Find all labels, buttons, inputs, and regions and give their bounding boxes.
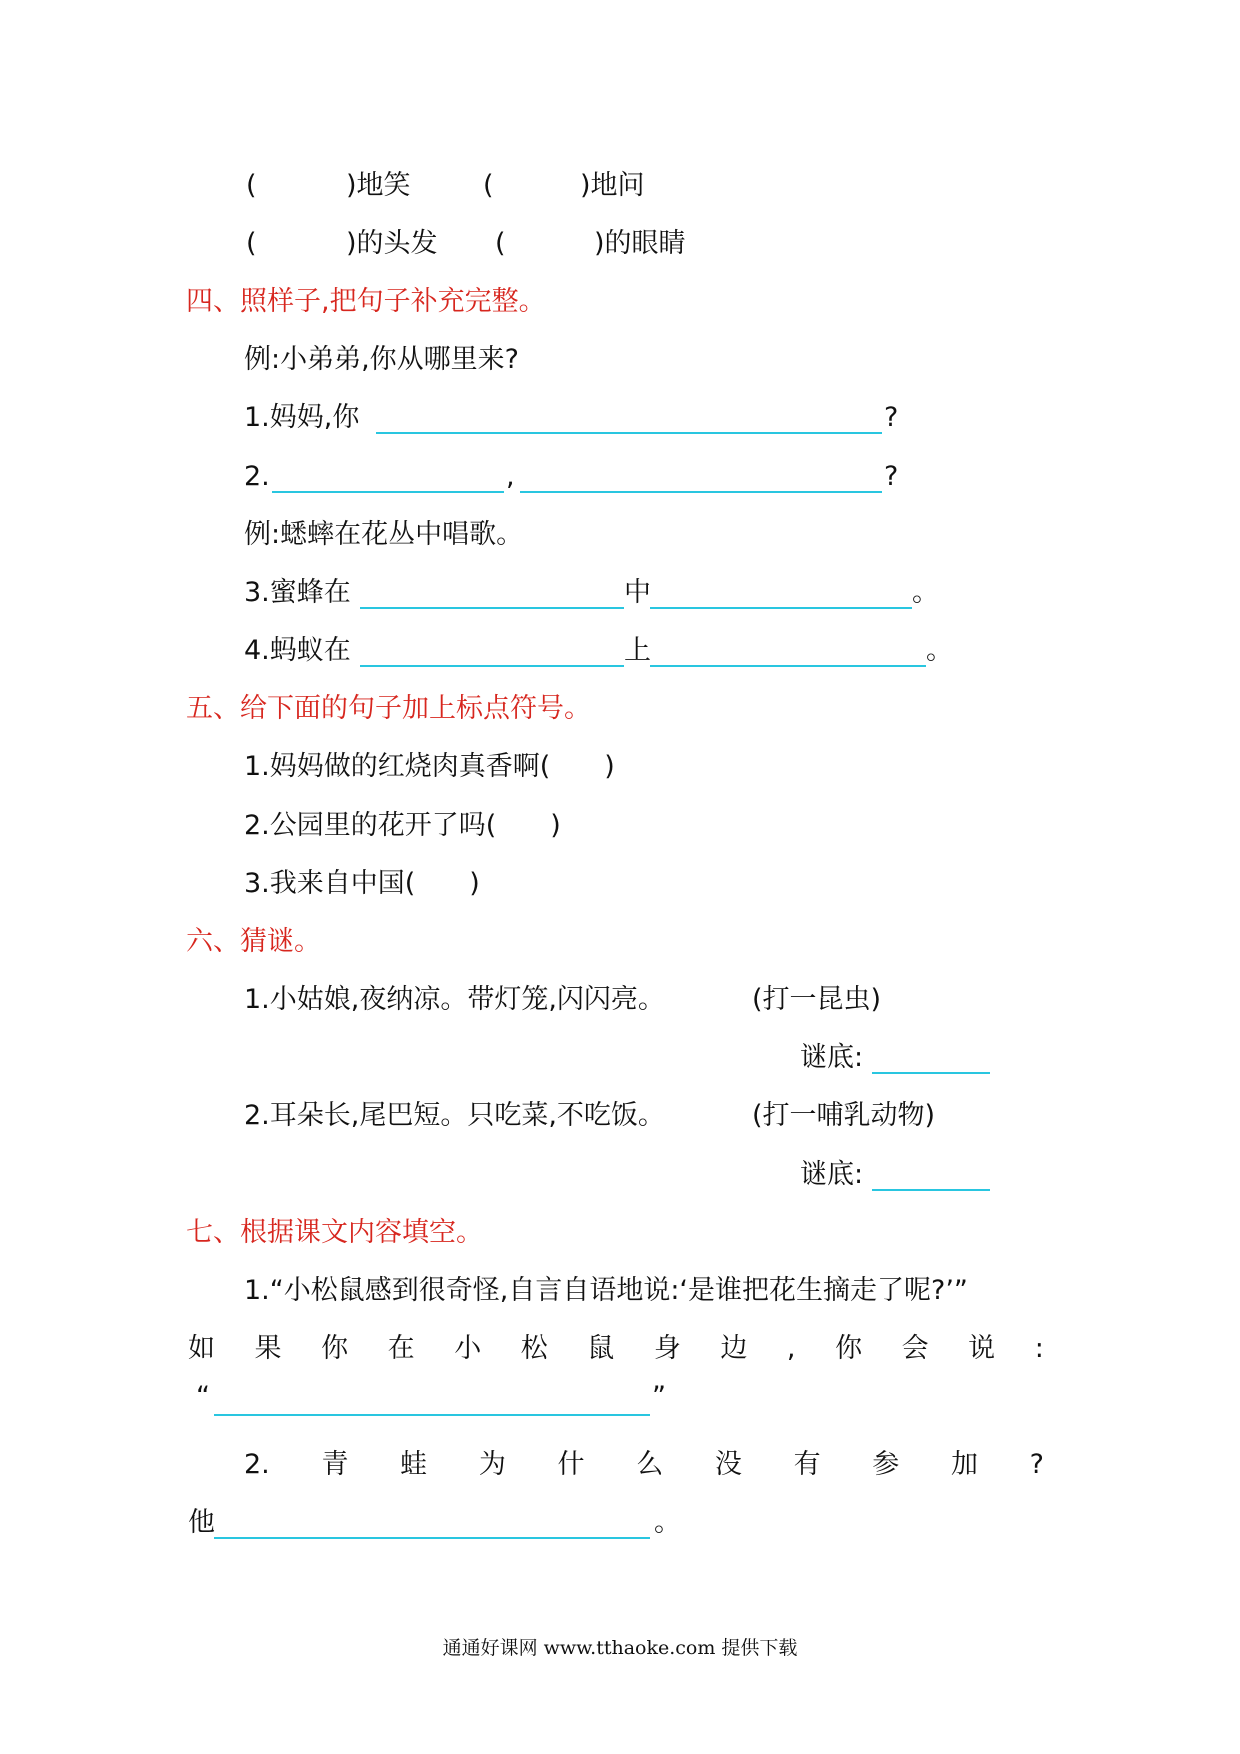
item1-blank[interactable] <box>376 432 882 434</box>
item1-suffix: ? <box>884 402 899 433</box>
fill-item1-blank[interactable] <box>214 1414 650 1416</box>
phrase-row2-a: )的头发 <box>346 228 438 259</box>
char: 在 <box>387 1333 415 1364</box>
answer-label-1: 谜底: <box>800 1042 864 1073</box>
answer-blank-2[interactable] <box>872 1189 990 1191</box>
item4-prefix: 4.蚂蚁在 <box>244 635 351 666</box>
open-quote: “ <box>196 1381 210 1412</box>
char: 蛙 <box>400 1449 428 1480</box>
fill-item2-line1 <box>244 1445 1044 1485</box>
char: 2. <box>244 1449 270 1480</box>
char: 你 <box>321 1333 349 1364</box>
char: 什 <box>557 1449 585 1480</box>
char: 加 <box>950 1449 978 1480</box>
item3-suffix: 。 <box>912 577 939 608</box>
char: : <box>1034 1333 1044 1364</box>
fill-item1-line1: 1.“小松鼠感到很奇怪,自言自语地说:‘是谁把花生摘走了呢?’” <box>244 1275 968 1306</box>
char: 边 <box>720 1333 748 1364</box>
item3-blank-b[interactable] <box>650 607 912 609</box>
char: 鼠 <box>587 1333 615 1364</box>
item2-suffix: ? <box>884 461 899 492</box>
char: 为 <box>478 1449 506 1480</box>
riddle2-hint: (打一哺乳动物) <box>752 1100 936 1131</box>
item4-blank-a[interactable] <box>360 665 624 667</box>
char: 么 <box>636 1449 664 1480</box>
item2-prefix: 2. <box>244 461 270 492</box>
char: 身 <box>653 1333 681 1364</box>
char: 参 <box>872 1449 900 1480</box>
section4-heading: 四、照样子,把句子补充完整。 <box>186 286 546 317</box>
char: 会 <box>901 1333 929 1364</box>
char: 说 <box>968 1333 996 1364</box>
riddle1: 1.小姑娘,夜纳凉。带灯笼,闪闪亮。 <box>244 984 665 1015</box>
char: 青 <box>321 1449 349 1480</box>
char: , <box>786 1333 796 1364</box>
paren-open-2b: ( <box>495 228 506 259</box>
char: 没 <box>714 1449 742 1480</box>
item4-mid: 上 <box>624 635 651 666</box>
item1-prefix: 1.妈妈,你 <box>244 402 360 433</box>
char: 如 <box>188 1333 215 1364</box>
paren-open-2a: ( <box>246 228 257 259</box>
item3-mid: 中 <box>624 577 651 608</box>
char: 你 <box>835 1333 863 1364</box>
item2-blank-b[interactable] <box>520 491 882 493</box>
section5-heading: 五、给下面的句子加上标点符号。 <box>186 693 591 724</box>
phrase-row1-b: )地问 <box>580 170 645 201</box>
riddle1-hint: (打一昆虫) <box>752 984 882 1015</box>
example1: 例:小弟弟,你从哪里来? <box>244 344 520 375</box>
fill-item2-prefix: 他 <box>188 1507 215 1538</box>
item3-blank-a[interactable] <box>360 607 624 609</box>
punct-item3: 3.我来自中国( ) <box>244 868 480 899</box>
item2-comma: , <box>506 461 515 492</box>
item4-blank-b[interactable] <box>650 665 926 667</box>
paren-open-1b: ( <box>483 170 494 201</box>
section7-heading: 七、根据课文内容填空。 <box>186 1217 483 1248</box>
close-quote: ” <box>652 1381 666 1412</box>
char: ? <box>1029 1449 1044 1480</box>
answer-label-2: 谜底: <box>800 1159 864 1190</box>
footer-credit: 通通好课网 www.tthaoke.com 提供下载 <box>442 1637 798 1659</box>
punct-item2: 2.公园里的花开了吗( ) <box>244 810 561 841</box>
punct-item1: 1.妈妈做的红烧肉真香啊( ) <box>244 751 615 782</box>
char: 果 <box>254 1333 282 1364</box>
fill-item1-line2 <box>188 1329 1044 1369</box>
fill-item2-suffix: 。 <box>654 1507 681 1538</box>
item2-blank-a[interactable] <box>272 491 504 493</box>
item4-suffix: 。 <box>926 635 953 666</box>
char: 松 <box>520 1333 548 1364</box>
phrase-row2-b: )的眼睛 <box>594 228 686 259</box>
section6-heading: 六、猜谜。 <box>186 926 321 957</box>
phrase-row1-a: )地笑 <box>346 170 411 201</box>
example2: 例:蟋蟀在花丛中唱歌。 <box>244 519 524 550</box>
paren-open-1a: ( <box>246 170 257 201</box>
item3-prefix: 3.蜜蜂在 <box>244 577 351 608</box>
fill-item2-blank[interactable] <box>214 1537 650 1539</box>
answer-blank-1[interactable] <box>872 1072 990 1074</box>
char: 小 <box>454 1333 482 1364</box>
char: 有 <box>793 1449 821 1480</box>
riddle2: 2.耳朵长,尾巴短。只吃菜,不吃饭。 <box>244 1100 665 1131</box>
